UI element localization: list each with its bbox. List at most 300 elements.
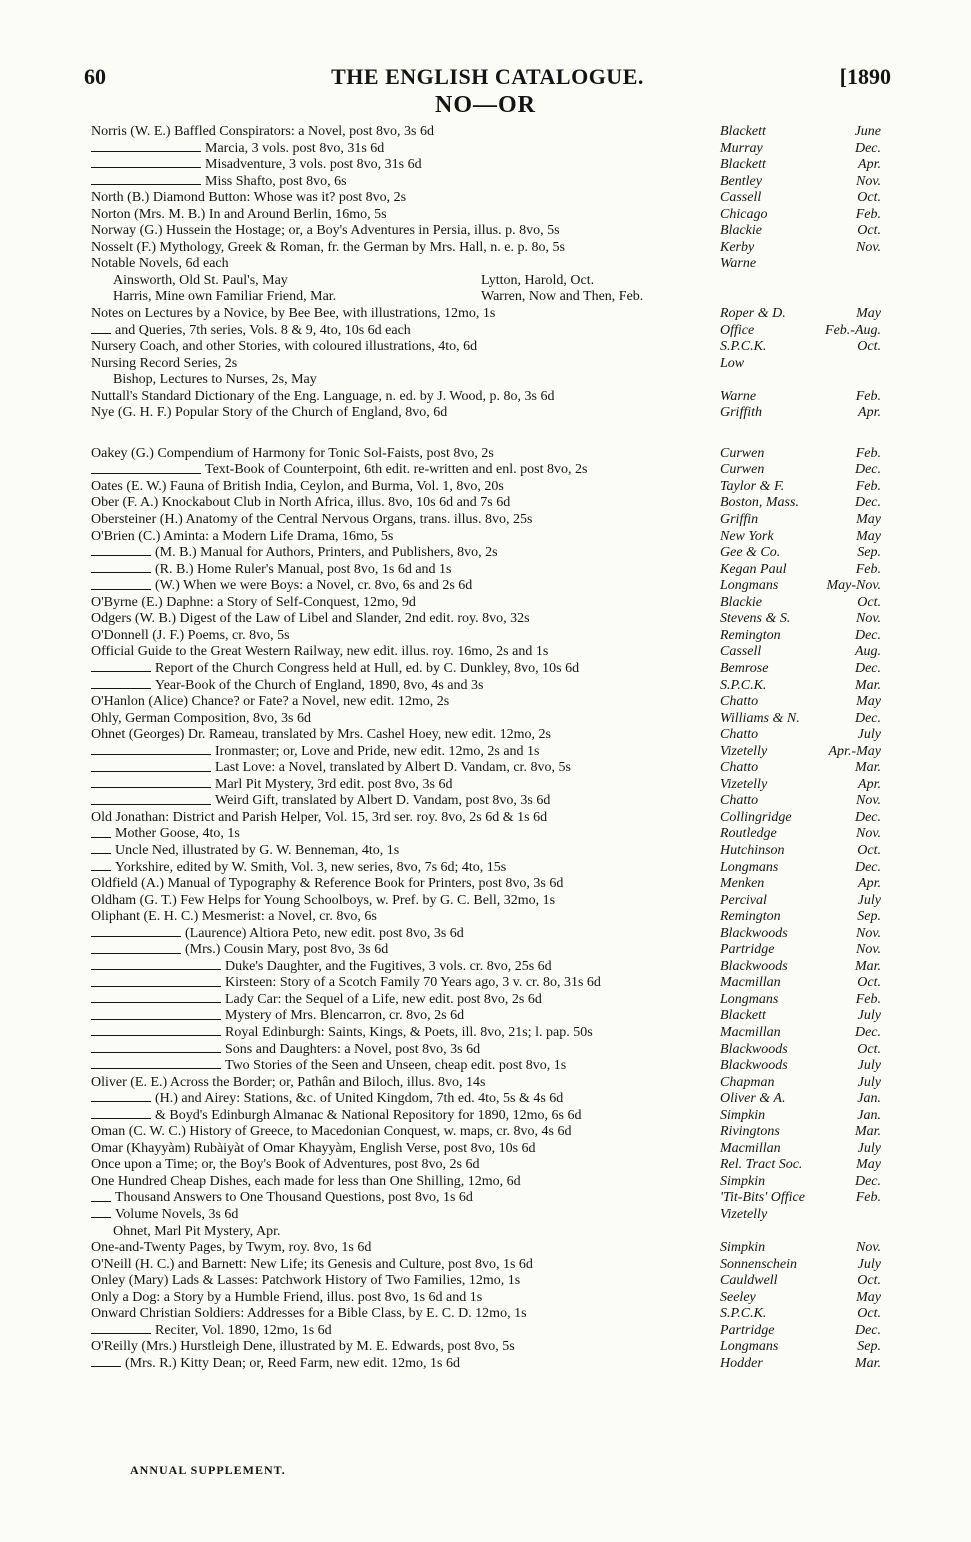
catalogue-entry xyxy=(91,777,881,794)
entry-publisher: Rivingtons xyxy=(720,1124,780,1140)
entry-publisher: Remington xyxy=(720,909,781,925)
catalogue-entry xyxy=(91,405,881,422)
catalogue-entry xyxy=(91,1174,881,1191)
catalogue-entry xyxy=(91,207,881,224)
entry-text xyxy=(91,339,477,356)
ditto-rule xyxy=(91,178,201,185)
entry-text xyxy=(91,256,229,273)
entry-text xyxy=(91,975,601,992)
entry-publisher: Blackwoods xyxy=(720,958,788,974)
entry-publisher: Simpkin xyxy=(720,1107,766,1123)
entry-publisher: Stevens & S. xyxy=(720,611,791,627)
entry-date: Apr. xyxy=(858,876,881,892)
entry-date: Oct. xyxy=(857,339,881,355)
entry-date: Nov. xyxy=(855,611,881,627)
entry-publisher: Oliver & A. xyxy=(720,1091,786,1107)
ditto-rule xyxy=(91,1112,151,1119)
entry-date: Feb. xyxy=(855,206,881,222)
entry-title: Marl Pit Mystery, 3rd edit. post 8vo, 3s 6d xyxy=(215,776,453,792)
entry-publisher: Williams & N. xyxy=(720,710,800,726)
ditto-rule xyxy=(91,930,181,937)
ditto-rule xyxy=(91,1195,111,1202)
entry-publisher: New York xyxy=(720,528,774,544)
entry-text xyxy=(91,1108,582,1125)
entry-publisher: Macmillan xyxy=(720,1024,781,1040)
entry-text xyxy=(91,306,495,323)
catalogue-entry xyxy=(91,1257,881,1274)
catalogue-entry xyxy=(91,1124,881,1141)
entry-date: Feb. xyxy=(855,561,881,577)
entry-date: Apr. xyxy=(858,157,881,173)
entry-publisher: Simpkin xyxy=(720,1240,766,1256)
entry-publisher: Seeley xyxy=(720,1289,756,1305)
catalogue-entry xyxy=(91,1058,881,1075)
entry-publisher: Hutchinson xyxy=(720,842,785,858)
entry-title: Odgers (W. B.) Digest of the Law of Libel and Slander, 2nd edit. roy. 8vo, 32s xyxy=(91,611,530,627)
entry-text xyxy=(91,893,555,910)
entry-publisher: Blackett xyxy=(720,157,766,173)
entry-title: Oakey (G.) Compendium of Harmony for Tonic Sol-Faists, post 8vo, 2s xyxy=(91,445,494,461)
entry-text xyxy=(91,810,547,827)
entry-date: Nov. xyxy=(855,925,881,941)
catalogue-entry xyxy=(91,860,881,877)
catalogue-entry xyxy=(91,273,881,290)
entry-date: Aug. xyxy=(854,644,881,660)
entry-text xyxy=(91,479,504,496)
entry-title: Kirsteen: Story of a Scotch Family 70 Years ago, 3 v. cr. 8o, 31s 6d xyxy=(225,975,601,991)
catalogue-entry xyxy=(91,1273,881,1290)
entry-date: Mar. xyxy=(854,1355,881,1371)
entry-publisher: Rel. Tract Soc. xyxy=(720,1157,803,1173)
entry-text xyxy=(91,223,560,240)
entry-publisher: Curwen xyxy=(720,462,765,478)
entry-text xyxy=(91,959,552,976)
entry-title: (M. B.) Manual for Authors, Printers, and Publishers, 8vo, 2s xyxy=(155,545,498,561)
entry-text xyxy=(91,1174,521,1191)
entry-date: Mar. xyxy=(854,1124,881,1140)
entry-date: May-Nov. xyxy=(826,578,881,594)
entry-publisher: Griffith xyxy=(720,405,763,421)
entry-publisher: Vizetelly xyxy=(720,1207,768,1222)
entry-text xyxy=(91,1008,464,1025)
ditto-rule xyxy=(91,1046,221,1053)
catalogue-entry xyxy=(91,289,881,306)
catalogue-entry xyxy=(91,1356,881,1373)
entry-title: Nursery Coach, and other Stories, with coloured illustrations, 4to, 6d xyxy=(91,339,478,355)
catalogue-entry xyxy=(91,893,881,910)
entry-title: Nosselt (F.) Mythology, Greek & Roman, fr. the German by Mrs. Hall, n. e. p. 8o, 5s xyxy=(91,239,565,255)
entry-title: Oliver (E. E.) Across the Border; or, Pathân and Biloch, illus. 8vo, 14s xyxy=(91,1074,486,1090)
entry-text xyxy=(91,909,377,926)
entry-date: Mar. xyxy=(854,760,881,776)
entry-date: Feb. xyxy=(855,991,881,1007)
entry-title: Mystery of Mrs. Blencarron, cr. 8vo, 2s 6d xyxy=(225,1008,465,1024)
catalogue-entry xyxy=(91,876,881,893)
entry-date: June xyxy=(854,124,881,139)
ditto-rule xyxy=(91,161,201,168)
entry-title: O'Brien (C.) Aminta: a Modern Life Drama, 16mo, 5s xyxy=(91,528,394,544)
entry-date: Oct. xyxy=(857,975,881,991)
entry-date: Dec. xyxy=(854,710,881,726)
catalogue-entry xyxy=(91,1290,881,1307)
entry-title: Last Love: a Novel, translated by Albert D. Vandam, cr. 8vo, 5s xyxy=(215,760,571,776)
entry-title: Oldfield (A.) Manual of Typography & Reference Book for Printers, post 8vo, 3s 6d xyxy=(91,876,564,892)
entry-title: Mother Goose, 4to, 1s xyxy=(115,826,240,842)
entry-publisher: Cassell xyxy=(720,644,762,660)
catalogue-entry xyxy=(91,826,881,843)
catalogue-entry xyxy=(91,372,881,389)
entry-title: (Mrs.) Cousin Mary, post 8vo, 3s 6d xyxy=(185,942,389,958)
entry-title: Ironmaster; or, Love and Pride, new edit. 12mo, 2s and 1s xyxy=(215,743,540,759)
ditto-rule xyxy=(91,996,221,1003)
catalogue-entry xyxy=(91,124,881,141)
entry-publisher: Bemrose xyxy=(720,660,769,676)
entry-publisher: Chapman xyxy=(720,1074,775,1090)
entry-publisher: Longmans xyxy=(720,578,779,594)
entry-publisher: Partridge xyxy=(720,1322,775,1338)
entry-date: Dec. xyxy=(854,462,881,478)
catalogue-entry xyxy=(91,992,881,1009)
entry-text xyxy=(91,1257,533,1274)
entry-date: Oct. xyxy=(857,223,881,239)
catalogue-entry xyxy=(91,694,881,711)
catalogue-entry xyxy=(91,843,881,860)
entry-publisher: Hodder xyxy=(720,1355,763,1371)
entry-publisher: Griffin xyxy=(720,512,759,528)
ditto-rule xyxy=(91,1013,221,1020)
ditto-rule xyxy=(91,583,151,590)
entry-publisher: Roper & D. xyxy=(720,306,786,322)
entry-text xyxy=(91,512,532,529)
entry-title: Sons and Daughters: a Novel, post 8vo, 3s 6d xyxy=(225,1041,481,1057)
entry-publisher: Gee & Co. xyxy=(720,545,781,561)
entry-text: Bishop, Lectures to Nurses, 2s, May xyxy=(113,372,317,388)
entry-text xyxy=(91,1190,473,1207)
catalogue-entry xyxy=(91,1008,881,1025)
entry-title: Oates (E. W.) Fauna of British India, Ceylon, and Burma, Vol. 1, 8vo, 20s xyxy=(91,478,504,494)
catalogue-entry xyxy=(91,793,881,810)
ditto-rule xyxy=(91,1095,151,1102)
entry-text xyxy=(91,462,587,479)
entry-text xyxy=(91,545,498,562)
entry-title: Norris (W. E.) Baffled Conspirators: a Novel, post 8vo, 3s 6d xyxy=(91,124,434,139)
entry-text xyxy=(91,942,388,959)
entry-publisher: Low xyxy=(720,355,745,371)
catalogue-entry xyxy=(91,1091,881,1108)
ditto-rule xyxy=(91,682,151,689)
entry-title: Oldham (G. T.) Few Helps for Young Schoolboys, w. Pref. by G. C. Bell, 32mo, 1s xyxy=(91,892,556,908)
entry-publisher: Cauldwell xyxy=(720,1273,778,1289)
entry-date: Feb. xyxy=(855,478,881,494)
entry-publisher: Menken xyxy=(720,876,765,892)
entry-publisher: Bentley xyxy=(720,173,762,189)
entry-text xyxy=(91,1339,515,1356)
entry-title: North (B.) Diamond Button: Whose was it? post 8vo, 2s xyxy=(91,190,407,206)
catalogue-entry xyxy=(91,462,881,479)
entry-date: Nov. xyxy=(855,826,881,842)
ditto-rule xyxy=(91,963,221,970)
entry-title: Norway (G.) Hussein the Hostage; or, a Boy's Adventures in Persia, illus. p. 8vo, 5s xyxy=(91,223,560,239)
entry-publisher: S.P.C.K. xyxy=(720,339,767,355)
entry-title: Nye (G. H. F.) Popular Story of the Church of England, 8vo, 6d xyxy=(91,405,448,421)
entry-date: July xyxy=(857,1256,881,1272)
catalogue-entry xyxy=(91,323,881,340)
entry-text xyxy=(91,190,406,207)
entry-publisher: Taylor & F. xyxy=(720,478,785,494)
entry-text xyxy=(91,1207,238,1224)
catalogue-entry xyxy=(91,1141,881,1158)
entry-publisher: Kerby xyxy=(720,239,755,255)
entry-publisher: Chatto xyxy=(720,727,759,743)
entry-publisher: 'Tit-Bits' Office xyxy=(720,1190,805,1206)
entry-title: O'Neill (H. C.) and Barnett: New Life; its Genesis and Culture, post 8vo, 1s 6d xyxy=(91,1256,533,1272)
catalogue-entry xyxy=(91,256,881,273)
entry-title: Ohnet (Georges) Dr. Rameau, translated by Mrs. Cashel Hoey, new edit. 12mo, 2s xyxy=(91,727,551,743)
catalogue-entry xyxy=(91,1025,881,1042)
catalogue-entry xyxy=(91,356,881,373)
entry-text xyxy=(91,1323,332,1340)
ditto-rule xyxy=(91,798,211,805)
entry-title: Only a Dog: a Story by a Humble Friend, illus. post 8vo, 1s 6d and 1s xyxy=(91,1289,483,1305)
entry-publisher: Warne xyxy=(720,256,757,272)
ditto-rule xyxy=(91,847,111,854)
entry-date: Dec. xyxy=(854,859,881,875)
entry-text xyxy=(91,1306,527,1323)
entry-title: Weird Gift, translated by Albert D. Vandam, post 8vo, 3s 6d xyxy=(215,793,551,809)
catalogue-entry xyxy=(91,595,881,612)
catalogue-entry xyxy=(91,942,881,959)
entry-title: Volume Novels, 3s 6d xyxy=(115,1207,239,1222)
ditto-rule xyxy=(91,1029,221,1036)
entry-title: Official Guide to the Great Western Railway, new edit. illus. roy. 16mo, 2s and 1s xyxy=(91,644,549,660)
entry-title: Uncle Ned, illustrated by G. W. Benneman, 4to, 1s xyxy=(115,842,400,858)
entry-title: Ohly, German Composition, 8vo, 3s 6d xyxy=(91,710,311,726)
entry-publisher: Sonnenschein xyxy=(720,1256,797,1272)
entry-publisher: Blackett xyxy=(720,124,766,139)
entry-date: Mar. xyxy=(854,958,881,974)
catalogue-entry xyxy=(91,1339,881,1356)
catalogue-entry xyxy=(91,240,881,257)
page-header xyxy=(84,64,891,92)
catalogue-entry xyxy=(91,562,881,579)
entry-publisher: Blackie xyxy=(720,594,762,610)
letter-gap xyxy=(91,422,881,446)
entry-title: Marcia, 3 vols. post 8vo, 31s 6d xyxy=(205,140,385,156)
entry-publisher: Office xyxy=(720,322,755,338)
entry-date: Jan. xyxy=(857,1107,881,1123)
entry-text xyxy=(91,578,472,595)
catalogue-entry xyxy=(91,545,881,562)
entry-title: Obersteiner (H.) Anatomy of the Central Nervous Organs, trans. illus. 8vo, 25s xyxy=(91,512,533,528)
catalogue-entry xyxy=(91,157,881,174)
catalogue-entry xyxy=(91,495,881,512)
entry-date: Feb. xyxy=(855,388,881,404)
entry-title: Old Jonathan: District and Parish Helper, Vol. 15, 3rd ser. roy. 8vo, 2s 6d & 1s 6d xyxy=(91,809,548,825)
entry-title: (W.) When we were Boys: a Novel, cr. 8vo, 6s and 2s 6d xyxy=(155,578,473,594)
entry-date: Oct. xyxy=(857,1273,881,1289)
catalogue-entry xyxy=(91,1075,881,1092)
entry-date: Apr.-May xyxy=(828,743,881,759)
entry-date: July xyxy=(857,1008,881,1024)
ditto-rule xyxy=(91,748,211,755)
entry-title: O'Reilly (Mrs.) Hurstleigh Dene, illustrated by M. E. Edwards, post 8vo, 5s xyxy=(91,1339,515,1355)
entry-text xyxy=(91,174,347,191)
entry-publisher: Simpkin xyxy=(720,1173,766,1189)
entry-date: Feb. xyxy=(855,445,881,461)
ditto-rule xyxy=(91,765,211,772)
catalogue-entry xyxy=(91,959,881,976)
entry-title: Notes on Lectures by a Novice, by Bee Bee, with illustrations, 12mo, 1s xyxy=(91,306,496,322)
entry-text xyxy=(91,207,387,224)
entry-title: Lady Car: the Sequel of a Life, new edit. post 8vo, 2s 6d xyxy=(225,991,542,1007)
catalogue-entry xyxy=(91,512,881,529)
catalogue-entry xyxy=(91,661,881,678)
entry-publisher: Curwen xyxy=(720,445,765,461)
entry-title: Onward Christian Soldiers: Addresses for a Bible Class, by E. C. D. 12mo, 1s xyxy=(91,1306,527,1322)
entry-text xyxy=(91,405,447,422)
catalogue-entry xyxy=(91,926,881,943)
entry-date: Nov. xyxy=(855,173,881,189)
entry-publisher: Blackwoods xyxy=(720,925,788,941)
catalogue-entry xyxy=(91,1190,881,1207)
ditto-rule xyxy=(91,327,111,334)
entry-title: Onley (Mary) Lads & Lasses: Patchwork History of Two Families, 12mo, 1s xyxy=(91,1273,521,1289)
entry-date: Oct. xyxy=(857,1041,881,1057)
ditto-rule xyxy=(91,1360,121,1367)
entry-publisher: Murray xyxy=(720,140,763,156)
entry-text xyxy=(91,826,240,843)
catalogue-entry xyxy=(91,529,881,546)
entry-date: Dec. xyxy=(854,627,881,643)
entry-date: Dec. xyxy=(854,1322,881,1338)
entry-publisher: Collingridge xyxy=(720,809,792,825)
entry-publisher: Remington xyxy=(720,627,781,643)
entry-text xyxy=(91,446,494,463)
entry-title: Duke's Daughter, and the Fugitives, 3 vols. cr. 8vo, 25s 6d xyxy=(225,958,552,974)
catalogue-entry xyxy=(91,446,881,463)
catalogue-entry xyxy=(91,223,881,240)
entry-date: July xyxy=(857,1058,881,1074)
entry-publisher: Percival xyxy=(720,892,767,908)
entry-date: Mar. xyxy=(854,677,881,693)
section-heading: NO—OR xyxy=(435,92,536,118)
entry-title: Nuttall's Standard Dictionary of the Eng. Language, n. ed. by J. Wood, p. 8o, 3s 6d xyxy=(91,388,555,404)
catalogue-entry xyxy=(91,760,881,777)
entry-date: Dec. xyxy=(854,1173,881,1189)
ditto-rule xyxy=(91,1062,221,1069)
entry-publisher: Macmillan xyxy=(720,1140,781,1156)
entry-text xyxy=(91,356,237,373)
entry-date: Jan. xyxy=(857,1091,881,1107)
entry-date: July xyxy=(857,892,881,908)
entry-text-secondary: Warren, Now and Then, Feb. xyxy=(481,289,644,305)
catalogue-entry xyxy=(91,711,881,728)
catalogue-entry xyxy=(91,1323,881,1340)
catalogue-entry xyxy=(91,1224,881,1241)
catalogue-entry xyxy=(91,628,881,645)
catalogue-entry xyxy=(91,727,881,744)
entry-list xyxy=(91,124,881,1372)
catalogue-entry xyxy=(91,744,881,761)
ditto-rule xyxy=(91,1327,151,1334)
entry-title: Oliphant (E. H. C.) Mesmerist: a Novel, cr. 8vo, 6s xyxy=(91,909,377,925)
entry-date: Oct. xyxy=(857,190,881,206)
catalogue-entry xyxy=(91,339,881,356)
entry-title: and Queries, 7th series, Vols. 8 & 9, 4to, 10s 6d each xyxy=(115,322,411,338)
entry-title: (H.) and Airey: Stations, &c. of United Kingdom, 7th ed. 4to, 5s & 4s 6d xyxy=(155,1091,564,1107)
entry-text xyxy=(91,124,434,141)
catalogue-entry xyxy=(91,141,881,158)
catalogue-entry xyxy=(91,1042,881,1059)
entry-text xyxy=(91,843,399,860)
entry-title: O'Hanlon (Alice) Chance? or Fate? a Novel, new edit. 12mo, 2s xyxy=(91,694,450,710)
entry-text xyxy=(91,926,464,943)
entry-text xyxy=(91,1124,571,1141)
entry-publisher: Partridge xyxy=(720,942,775,958)
entry-date: July xyxy=(857,1140,881,1156)
entry-text xyxy=(91,744,539,761)
entry-publisher: Chatto xyxy=(720,793,759,809)
catalogue-entry xyxy=(91,810,881,827)
catalogue-entry xyxy=(91,644,881,661)
ditto-rule xyxy=(91,980,221,987)
entry-text xyxy=(91,661,579,678)
ditto-rule xyxy=(91,864,111,871)
ditto-rule xyxy=(91,947,181,954)
catalogue-entry xyxy=(91,190,881,207)
entry-date: May xyxy=(856,306,881,322)
entry-date: Oct. xyxy=(857,1306,881,1322)
entry-date: May xyxy=(856,528,881,544)
entry-date: May xyxy=(856,694,881,710)
entry-date: Dec. xyxy=(854,140,881,156)
entry-publisher: Cassell xyxy=(720,190,762,206)
entry-publisher: S.P.C.K. xyxy=(720,1306,767,1322)
catalogue-entry xyxy=(91,909,881,926)
entry-date: May xyxy=(856,512,881,528)
entry-date: Nov. xyxy=(855,1240,881,1256)
entry-text xyxy=(91,876,563,893)
entry-text xyxy=(91,595,416,612)
entry-text xyxy=(91,1273,520,1290)
entry-title: (Mrs. R.) Kitty Dean; or, Reed Farm, new edit. 12mo, 1s 6d xyxy=(125,1355,461,1371)
entry-title: Oman (C. W. C.) History of Greece, to Macedonian Conquest, w. maps, cr. 8vo, 4s 6d xyxy=(91,1124,572,1140)
entry-title: Report of the Church Congress held at Hull, ed. by C. Dunkley, 8vo, 10s 6d xyxy=(155,660,580,676)
entry-title: Thousand Answers to One Thousand Questions, post 8vo, 1s 6d xyxy=(115,1190,473,1206)
entry-title: & Boyd's Edinburgh Almanac & National Repository for 1890, 12mo, 6s 6d xyxy=(155,1107,582,1123)
entry-title: Text-Book of Counterpoint, 6th edit. re-written and enl. post 8vo, 2s xyxy=(205,462,588,478)
entry-text xyxy=(91,157,422,174)
entry-text xyxy=(91,992,542,1009)
ditto-rule xyxy=(91,831,111,838)
catalogue-entry xyxy=(91,975,881,992)
entry-date: Dec. xyxy=(854,660,881,676)
entry-text xyxy=(91,529,393,546)
entry-text xyxy=(91,860,506,877)
entry-title: O'Donnell (J. F.) Poems, cr. 8vo, 5s xyxy=(91,627,290,643)
entry-date: Oct. xyxy=(857,594,881,610)
entry-publisher: Warne xyxy=(720,388,757,404)
entry-text xyxy=(91,562,452,579)
entry-title: Norton (Mrs. M. B.) In and Around Berlin, 16mo, 5s xyxy=(91,206,387,222)
entry-text xyxy=(91,1141,536,1158)
entry-text xyxy=(91,389,554,406)
ditto-rule xyxy=(91,566,151,573)
entry-date: Sep. xyxy=(857,909,881,925)
entry-text xyxy=(91,1091,563,1108)
entry-date: Feb. xyxy=(855,1190,881,1206)
catalogue-entry xyxy=(91,174,881,191)
